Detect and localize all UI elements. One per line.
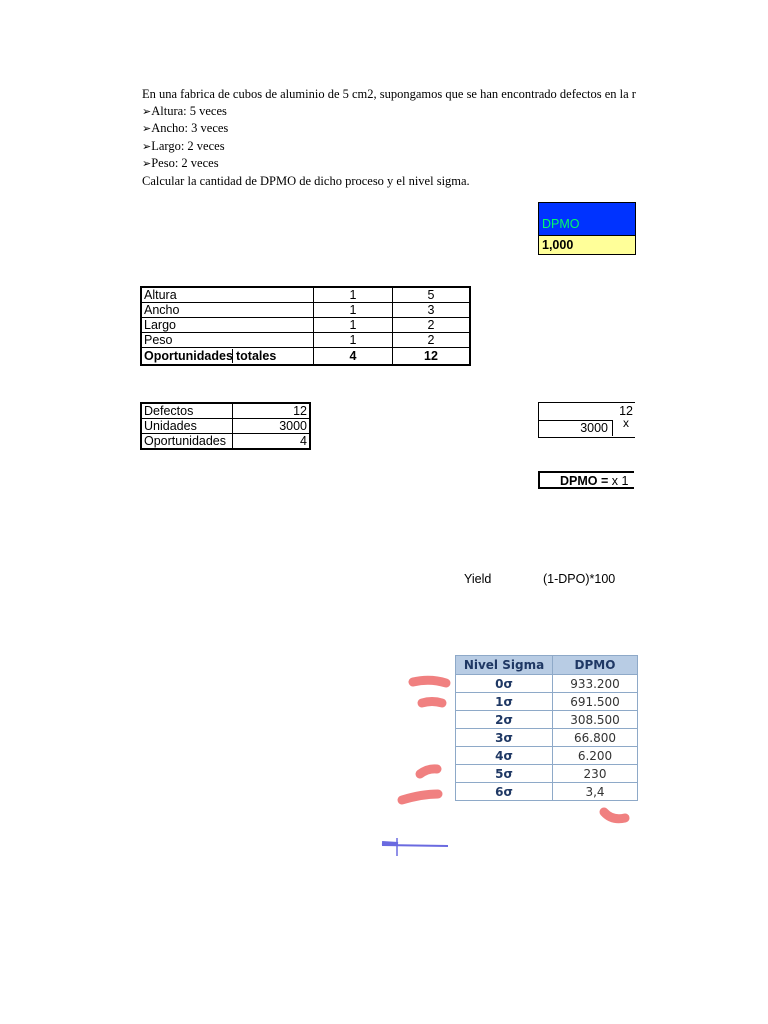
sigma-level: 0σ (456, 675, 553, 693)
sigma-level: 6σ (456, 783, 553, 801)
pen-mark (382, 843, 398, 844)
sigma-level: 3σ (456, 729, 553, 747)
bullet-altura: ➢ Altura: 5 veces (142, 103, 636, 121)
row-defects: 3 (393, 303, 471, 318)
row-label: Unidades (141, 419, 233, 434)
sigma-dpmo: 66.800 (553, 729, 638, 747)
dpmo-result-label: DPMO (539, 203, 635, 235)
row-label: Oportunidades (141, 434, 233, 450)
dpmo-result-value: 1,000 (539, 235, 635, 254)
row-defects: 5 (393, 287, 471, 303)
calc-numerator: 12 (619, 404, 633, 418)
row-value: 12 (233, 403, 311, 419)
sigma-dpmo: 933.200 (553, 675, 638, 693)
calc-denominator: 3000 (539, 420, 613, 436)
row-count: 1 (314, 287, 393, 303)
row-count: 1 (314, 303, 393, 318)
row-label: Peso (141, 333, 314, 348)
highlight-mark (413, 680, 446, 683)
row-count: 1 (314, 318, 393, 333)
sigma-dpmo: 230 (553, 765, 638, 783)
total-count: 4 (314, 348, 393, 366)
sigma-header-dpmo: DPMO (553, 656, 638, 675)
calc-times: x (623, 416, 629, 430)
highlight-mark (420, 769, 437, 774)
sigma-header-level: Nivel Sigma (456, 656, 553, 675)
sigma-level: 5σ (456, 765, 553, 783)
row-defects: 2 (393, 318, 471, 333)
row-value: 4 (233, 434, 311, 450)
row-count: 1 (314, 333, 393, 348)
dpmo-formula-label: DPMO = (560, 474, 609, 488)
total-label: Oportunidades totales (141, 348, 314, 366)
bullet-peso: ➢ Peso: 2 veces (142, 155, 636, 173)
highlight-mark (402, 794, 438, 800)
problem-intro-line: En una fabrica de cubos de aluminio de 5 cm2, supongamos que se han encontrado defectos en la r (142, 87, 636, 101)
sigma-level: 2σ (456, 711, 553, 729)
sigma-dpmo: 308.500 (553, 711, 638, 729)
row-value: 3000 (233, 419, 311, 434)
row-label: Largo (141, 318, 314, 333)
sigma-level: 1σ (456, 693, 553, 711)
yield-formula: (1-DPO)*100 (543, 572, 616, 586)
sigma-dpmo: 6.200 (553, 747, 638, 765)
highlight-mark (604, 812, 625, 819)
bullet-ancho: ➢ Ancho: 3 veces (142, 120, 636, 138)
row-label: Altura (141, 287, 314, 303)
bullet-largo: ➢ Largo: 2 veces (142, 138, 636, 156)
yield-label: Yield (464, 572, 492, 586)
row-label: Ancho (141, 303, 314, 318)
sigma-dpmo: 3,4 (553, 783, 638, 801)
highlight-mark (422, 702, 442, 704)
sigma-level: 4σ (456, 747, 553, 765)
total-defects: 12 (393, 348, 471, 366)
problem-question: Calcular la cantidad de DPMO de dicho proceso y el nivel sigma. (142, 173, 470, 188)
sigma-dpmo: 691.500 (553, 693, 638, 711)
row-defects: 2 (393, 333, 471, 348)
row-label: Defectos (141, 403, 233, 419)
dpmo-formula-suffix: x 1 (611, 474, 629, 488)
